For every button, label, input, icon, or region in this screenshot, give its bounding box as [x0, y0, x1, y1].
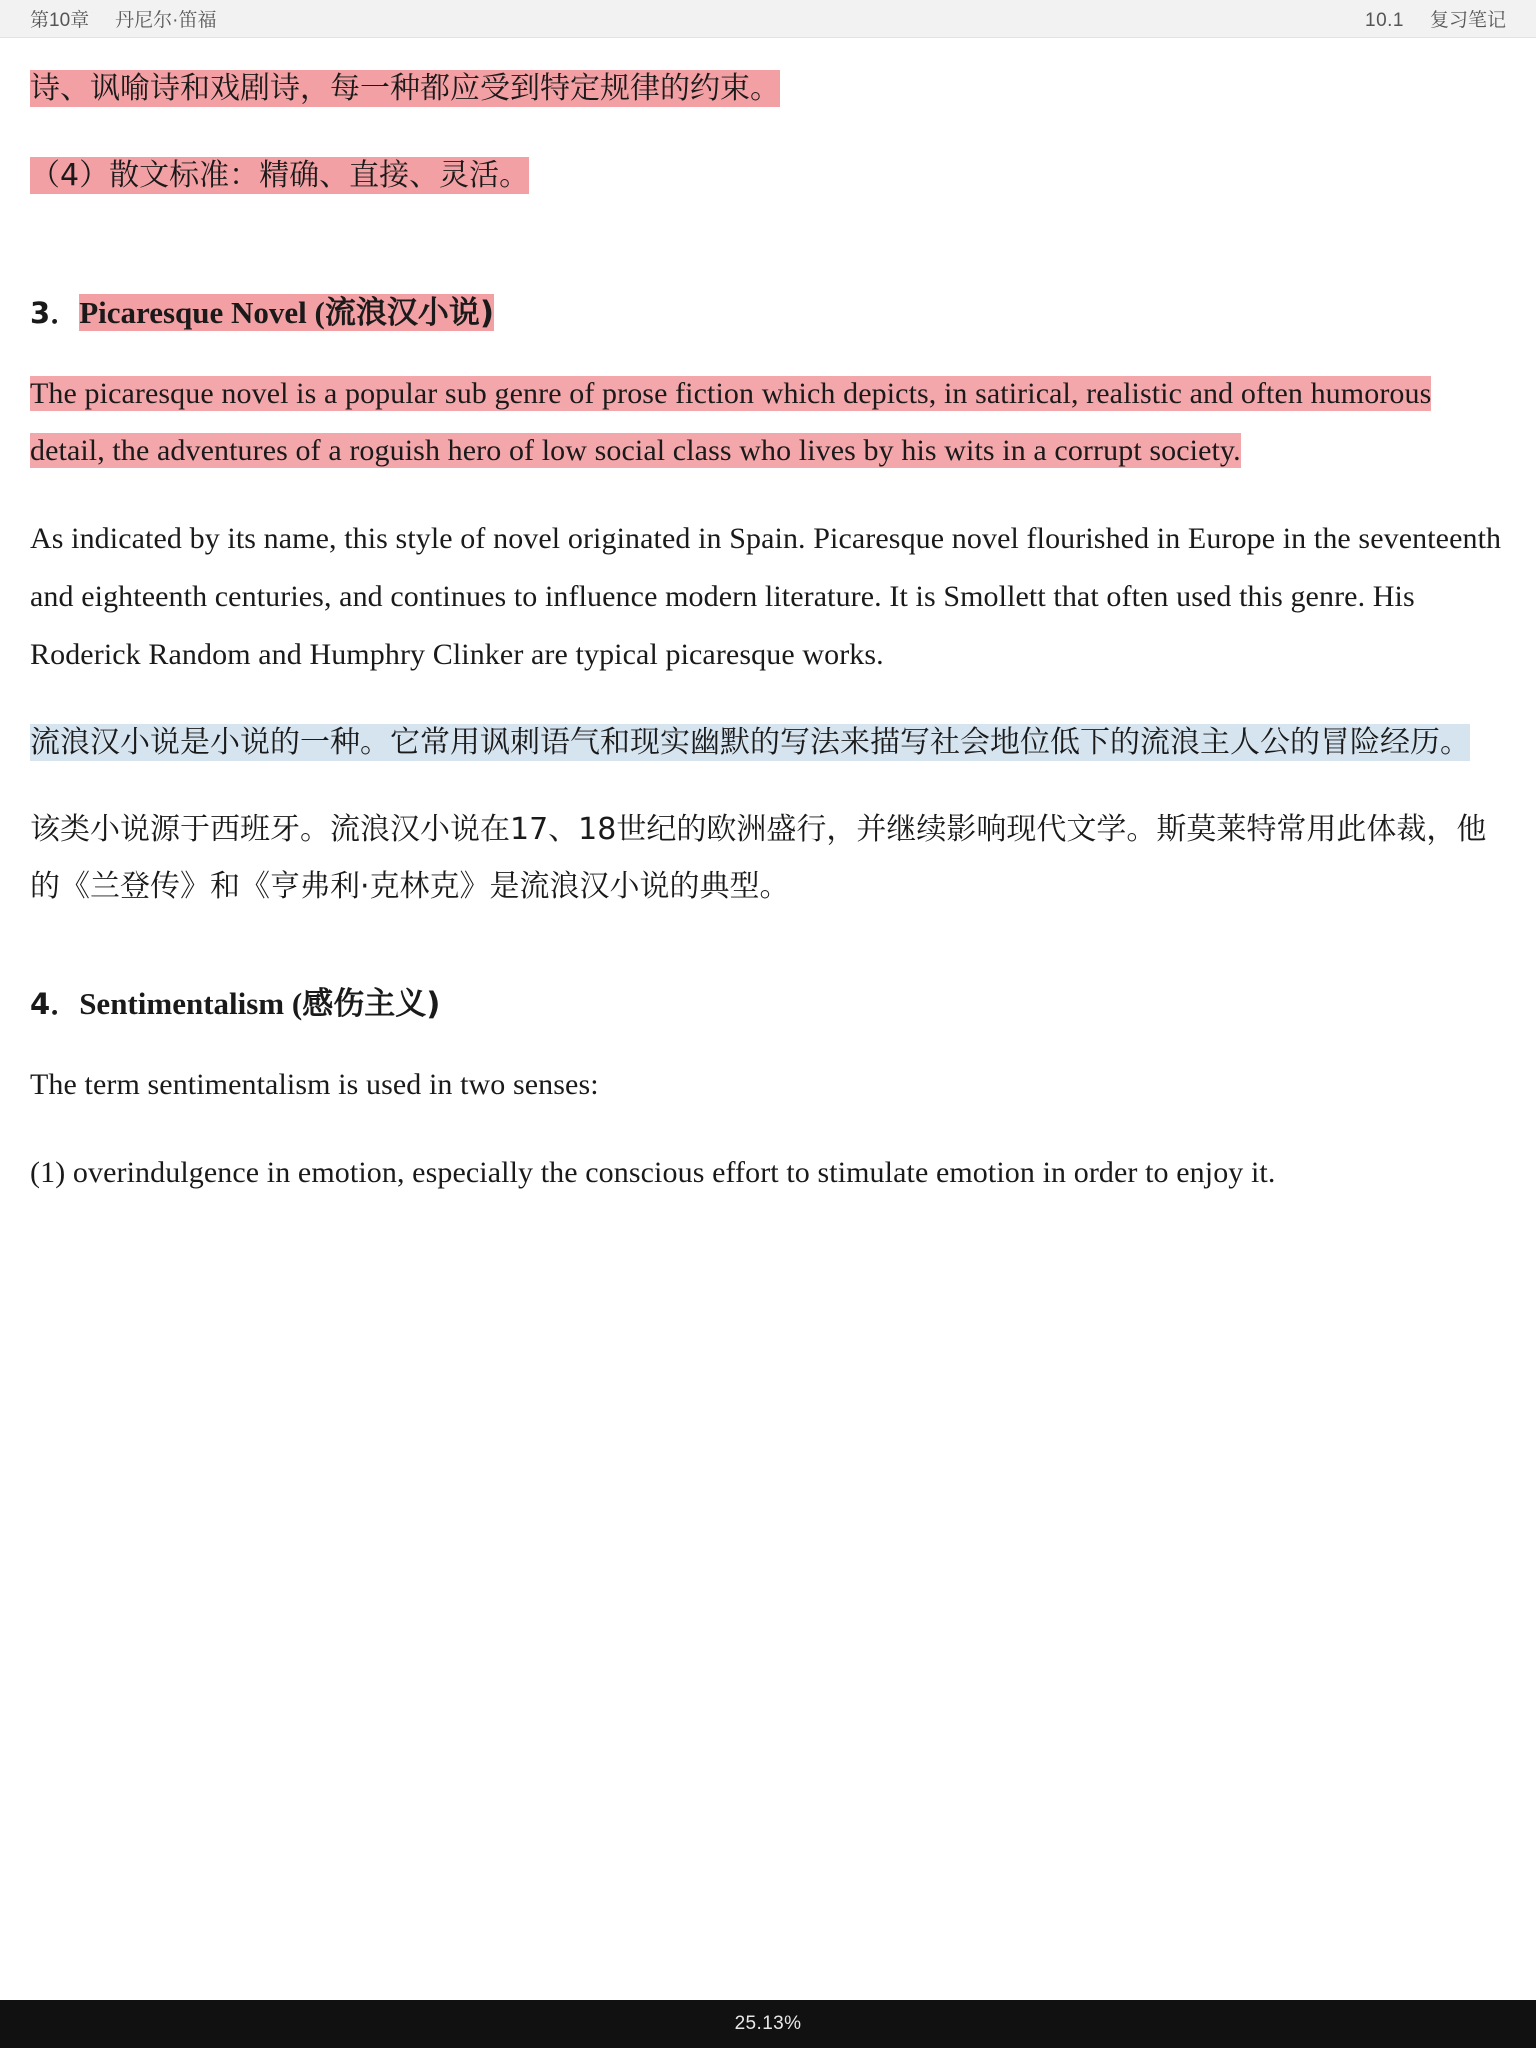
paragraph-picaresque-history: As indicated by its name, this style of novel originated in Spain. Picaresque novel flourished in Europe in the seventeenth and eighteenth centuries, and continues to influence modern literature. It is Smollett that often used this genre. His Roderick Random and Humphry Clinker are typical picaresque works.: [30, 522, 1502, 672]
heading-4-chinese: 感伤主义): [302, 986, 441, 1023]
paragraph-sentimentalism-intro: The term sentimentalism is used in two senses:: [30, 1067, 599, 1101]
heading-4-english: Sentimentalism (: [79, 986, 303, 1022]
section-title: 复习笔记: [1429, 10, 1506, 31]
header-right-group: [1365, 5, 1506, 32]
header-left-group: [30, 5, 216, 32]
heading-picaresque-novel: [30, 288, 1506, 339]
highlight-poetry-standards[interactable]: 诗、讽喻诗和戏剧诗，每一种都应受到特定规律的约束。: [30, 71, 780, 106]
section-spacer-2: [30, 945, 1506, 979]
reader-header: [0, 0, 1536, 38]
section-number: 10.1: [1365, 10, 1404, 31]
page-content[interactable]: [0, 38, 1536, 2000]
chapter-title: 丹尼尔·笛福: [115, 10, 217, 31]
highlight-picaresque-definition[interactable]: The picaresque novel is a popular sub genre of prose fiction which depicts, in satirical, realistic and often humorous detail, the adventures of a roguish hero of low social class who lives by his wits in a corrupt society.: [30, 376, 1432, 468]
section-spacer: [30, 234, 1506, 288]
heading-3-number: 3．: [30, 296, 80, 330]
highlight-heading-3[interactable]: [79, 294, 494, 331]
chapter-number: 第10章: [30, 10, 90, 31]
heading-sentimentalism: [30, 979, 1506, 1030]
paragraph-poetry-standards: [30, 60, 1506, 117]
paragraph-prose-standards: [30, 147, 1506, 204]
heading-4-number: 4．: [30, 987, 80, 1022]
heading-3-chinese: 流浪汉小说): [324, 295, 495, 331]
paragraph-sentimentalism-sense-1: (1) overindulgence in emotion, especially the conscious effort to stimulate emotion in order to enjoy it.: [30, 1155, 1276, 1189]
paragraph-picaresque-definition: [30, 365, 1506, 481]
paragraph-picaresque-history-cn: 该类小说源于西班牙。流浪汉小说在17、18世纪的欧洲盛行，并继续影响现代文学。斯莫莱特常用此体裁，他的《兰登传》和《亨弗利·克林克》是流浪汉小说的典型。: [30, 812, 1487, 905]
paragraph-picaresque-definition-cn: [30, 714, 1506, 771]
highlight-prose-standards[interactable]: （4）散文标准：精确、直接、灵活。: [30, 158, 530, 193]
reading-progress-bar[interactable]: [0, 2000, 1536, 2048]
progress-percentage: 25.13%: [734, 2013, 802, 2034]
highlight-picaresque-definition-cn[interactable]: 流浪汉小说是小说的一种。它常用讽刺语气和现实幽默的写法来描写社会地位低下的流浪主人公的冒险经历。: [30, 725, 1470, 761]
heading-3-english: Picaresque Novel (: [79, 295, 325, 330]
